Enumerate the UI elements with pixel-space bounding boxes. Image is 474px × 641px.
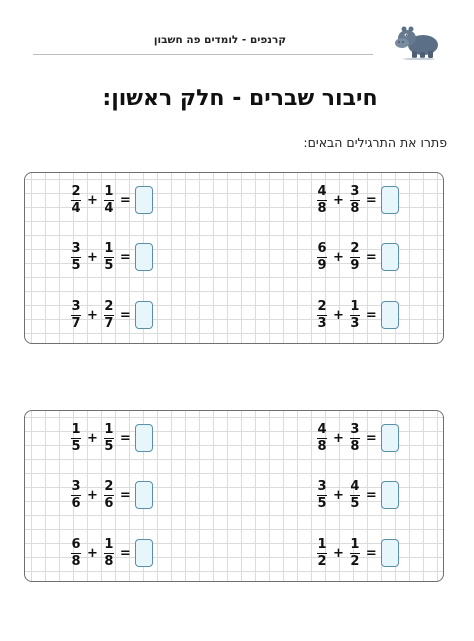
fraction [102,242,116,273]
fraction-numerator: 2 [350,240,360,256]
fraction-numerator: 1 [104,183,114,199]
answer-box[interactable] [381,424,399,452]
fraction [102,480,116,511]
fraction-denominator: 5 [350,495,360,511]
instructions-text: פתרו את התרגילים הבאים: [303,135,447,150]
fraction-denominator: 3 [317,315,327,331]
fraction [348,480,362,511]
plus-sign: + [333,545,344,561]
fraction-numerator: 1 [317,536,327,552]
answer-box[interactable] [381,186,399,214]
exercise-item [69,182,153,218]
equals-sign: = [365,430,377,446]
answer-box[interactable] [135,301,153,329]
fraction [102,423,116,454]
plus-sign: + [87,430,98,446]
fraction [69,480,83,511]
fraction-numerator: 3 [71,478,81,494]
fraction-numerator: 3 [71,298,81,314]
fraction-denominator: 5 [71,257,81,273]
exercise-item [69,535,153,571]
fraction-denominator: 8 [104,553,114,569]
plus-sign: + [87,192,98,208]
fraction-numerator: 4 [350,478,360,494]
page-title: חיבור שברים - חלק ראשון: [102,86,378,111]
fraction-denominator: 8 [317,200,327,216]
fraction-denominator: 4 [71,200,81,216]
equals-sign: = [365,192,377,208]
equals-sign: = [119,430,131,446]
fraction-denominator: 5 [104,257,114,273]
exercise-item [69,477,153,513]
answer-box[interactable] [381,481,399,509]
fraction [348,185,362,216]
fraction-denominator: 3 [350,315,360,331]
fraction [102,185,116,216]
fraction [69,185,83,216]
fraction [69,242,83,273]
plus-sign: + [333,192,344,208]
plus-sign: + [333,307,344,323]
exercise-item [315,535,399,571]
answer-box[interactable] [381,243,399,271]
fraction-numerator: 3 [317,478,327,494]
exercise-panel-2 [24,410,444,582]
fraction-denominator: 8 [71,553,81,569]
plus-sign: + [333,430,344,446]
fraction-numerator: 3 [350,183,360,199]
fraction [315,185,329,216]
fraction [315,423,329,454]
fraction-numerator: 3 [71,240,81,256]
fraction [348,423,362,454]
equals-sign: = [119,307,131,323]
fraction-numerator: 2 [71,183,81,199]
equals-sign: = [119,192,131,208]
fraction [315,480,329,511]
answer-box[interactable] [381,301,399,329]
fraction [102,538,116,569]
exercise-item [69,239,153,275]
fraction [315,538,329,569]
fraction-denominator: 2 [350,553,360,569]
fraction [348,538,362,569]
fraction-denominator: 6 [104,495,114,511]
fraction-numerator: 1 [104,240,114,256]
fraction-denominator: 8 [350,438,360,454]
fraction-numerator: 1 [71,421,81,437]
equals-sign: = [365,487,377,503]
equals-sign: = [365,249,377,265]
fraction [348,300,362,331]
fraction [69,538,83,569]
fraction [315,300,329,331]
fraction-denominator: 8 [317,438,327,454]
plus-sign: + [333,249,344,265]
fraction-denominator: 5 [104,438,114,454]
fraction-denominator: 9 [350,257,360,273]
fraction [69,300,83,331]
exercise-item [315,420,399,456]
fraction-numerator: 6 [317,240,327,256]
exercise-item [315,239,399,275]
answer-box[interactable] [135,539,153,567]
header-divider [33,54,373,55]
fraction [348,242,362,273]
exercise-item [315,297,399,333]
hippo-icon [395,22,441,60]
fraction-numerator: 3 [350,421,360,437]
fraction-numerator: 1 [350,298,360,314]
fraction [102,300,116,331]
plus-sign: + [87,249,98,265]
fraction-numerator: 2 [317,298,327,314]
fraction-denominator: 7 [71,315,81,331]
exercise-item [315,182,399,218]
fraction-denominator: 5 [71,438,81,454]
plus-sign: + [87,307,98,323]
fraction-numerator: 4 [317,183,327,199]
answer-box[interactable] [135,481,153,509]
equals-sign: = [119,249,131,265]
fraction-denominator: 5 [317,495,327,511]
fraction-numerator: 6 [71,536,81,552]
fraction-numerator: 2 [104,478,114,494]
fraction-numerator: 1 [104,421,114,437]
exercise-item [69,297,153,333]
plus-sign: + [87,487,98,503]
worksheet-header: קרנפים - לומדים פה חשבון [153,34,287,46]
fraction-denominator: 9 [317,257,327,273]
exercise-item [69,420,153,456]
fraction-numerator: 2 [104,298,114,314]
answer-box[interactable] [135,243,153,271]
fraction [315,242,329,273]
fraction-numerator: 1 [350,536,360,552]
equals-sign: = [119,545,131,561]
plus-sign: + [87,545,98,561]
answer-box[interactable] [135,424,153,452]
exercise-item [315,477,399,513]
equals-sign: = [365,307,377,323]
fraction-denominator: 6 [71,495,81,511]
answer-box[interactable] [135,186,153,214]
plus-sign: + [333,487,344,503]
fraction-numerator: 4 [317,421,327,437]
fraction-denominator: 4 [104,200,114,216]
equals-sign: = [119,487,131,503]
fraction-denominator: 7 [104,315,114,331]
answer-box[interactable] [381,539,399,567]
exercise-panel-1 [24,172,444,344]
fraction [69,423,83,454]
equals-sign: = [365,545,377,561]
fraction-denominator: 8 [350,200,360,216]
fraction-denominator: 2 [317,553,327,569]
fraction-numerator: 1 [104,536,114,552]
